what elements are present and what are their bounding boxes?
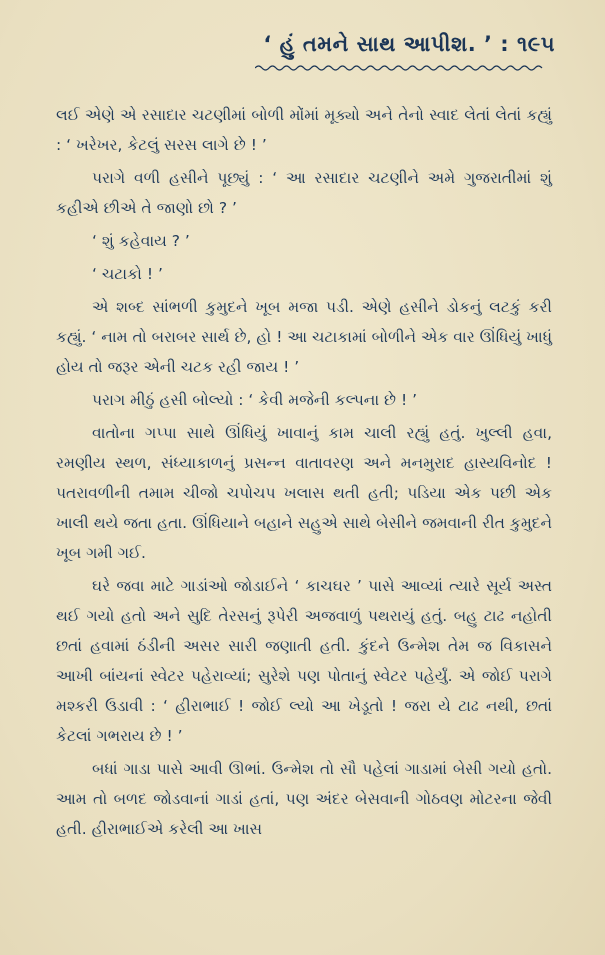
running-header: ‘ હું તમને સાથ આપીશ. ’ : ૧૯૫ — [263, 32, 555, 56]
paragraph-2: પરાગે વળી હસીને પૂછ્યું : ‘ આ રસાદાર ચટણીને અમે ગુજરાતીમાં શું કહીએ છીએ તે જાણો છો ? ’ — [56, 169, 552, 217]
paragraph-7: વાતોના ગપ્પા સાથે ઊંધિયું ખાવાનું કામ ચાલી રહ્યું હતું. ખુલ્લી હવા, રમણીય સ્થળ, સંધ્યાકાળનું પ્રસન્ન વાતાવરણ અને મનમુરાદ હાસ્યવિનોદ ! પતરાવળીની તમામ ચીજો ચપોચપ ખલાસ થતી હતી; પડિયા એક પછી એક ખાલી થયે જતા હતા. ઊંધિયાને બહાને સહુએ સાથે બેસીને જમવાની રીત કુમુદને ખૂબ ગમી ગઈ. — [56, 424, 552, 562]
paragraph-5: એ શબ્દ સાંભળી કુમુદને ખૂબ મજા પડી. એણે હસીને ડોકનું લટકું કરી કહ્યું. ‘ નામ તો બરાબર સાર્થ છે, હો ! આ ચટાકામાં બોળીને એક વાર ઊંધિયું ખાધું હોય તો જરૂર એની ચટક રહી જાય ! ’ — [56, 298, 552, 376]
paragraph-1: લઈ એણે એ રસાદાર ચટણીમાં બોળી મોંમાં મૂક્યો અને તેનો સ્વાદ લેતાં લેતાં કહ્યું : ‘ ખરેખર, કેટલું સરસ લાગે છે ! ’ — [56, 106, 552, 154]
wavy-underline — [255, 64, 545, 72]
paragraph-6: પરાગ મીઠું હસી બોલ્યો : ‘ કેવી મજેની કલ્પના છે ! ’ — [92, 391, 418, 409]
body-text — [56, 100, 552, 844]
paragraph-4: ‘ ચટાકો ! ’ — [92, 265, 163, 283]
paragraph-8: ઘરે જવા માટે ગાડાંઓ જોડાઈને ‘ કાચઘર ’ પાસે આવ્યાં ત્યારે સૂર્ય અસ્ત થઈ ગયો હતો અને સુદિ તેરસનું રૂપેરી અજવાળું પથરાયું હતું. બહુ ટાઢ નહોતી છતાં હવામાં ઠંડીની અસર સારી જણાતી હતી. કુંદને ઉન્મેશ તેમ જ વિકાસને આખી બાંયનાં સ્વેટર પહેરાવ્યાં; સુરેશે પણ પોતાનું સ્વેટર પહેર્યું. એ જોઈ પરાગે મશ્કરી ઉડાવી : ‘ હીરાભાઈ ! જોઈ લ્યો આ ખેડૂતો ! જરા યે ટાઢ નથી, છતાં કેટલાં ગભરાય છે ! ’ — [56, 577, 552, 745]
paragraph-3: ‘ શું કહેવાય ? ’ — [92, 232, 190, 250]
paragraph-9: બધાં ગાડા પાસે આવી ઊભાં. ઉન્મેશ તો સૌ પહેલાં ગાડામાં બેસી ગયો હતો. આમ તો બળદ જોડવાનાં ગાડાં હતાં, પણ અંદર બેસવાની ગોઠવણ મોટરના જેવી હતી. હીરાભાઈએ કરેલી આ ખાસ — [56, 760, 552, 838]
